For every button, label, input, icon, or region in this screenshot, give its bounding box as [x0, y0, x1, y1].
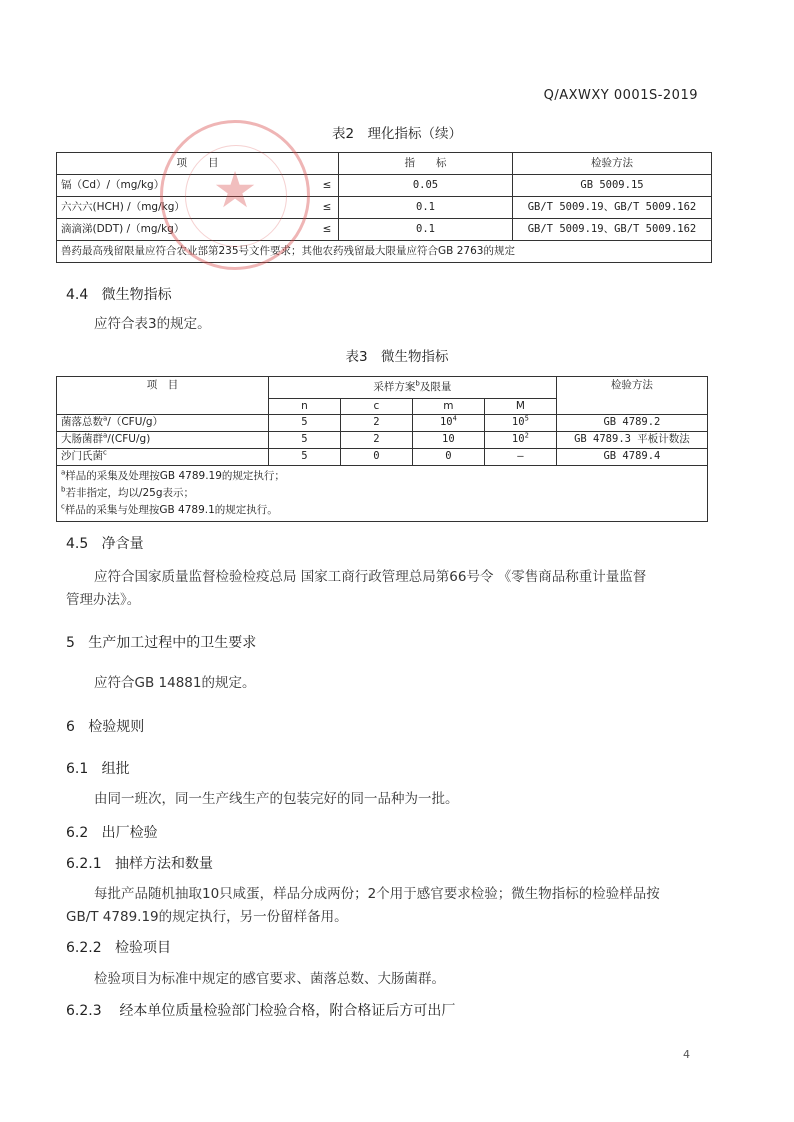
section-title: 生产加工过程中的卫生要求: [88, 635, 257, 651]
table3-m: 10: [412, 432, 484, 449]
table2-method: GB/T 5009.19、GB/T 5009.162: [512, 219, 711, 241]
company-seal: [160, 120, 310, 270]
table3-sub-c: c: [340, 399, 412, 415]
section-6-2-heading: [66, 822, 158, 842]
section-6-2-2-text: 检验项目为标准中规定的感官要求、菌落总数、大肠菌群。: [94, 971, 445, 987]
table2-note: 兽药最高残留限量应符合农业部第235号文件要求；其他农药残留最大限量应符合GB 2763的规定: [57, 241, 712, 263]
table3-header-plan: 采样方案$^b$及限量: [268, 377, 556, 399]
table2-header-limit: 指 标: [338, 153, 512, 175]
table3-n: 5: [268, 432, 340, 449]
table2-value: 0.1: [338, 219, 512, 241]
section-5-text: 应符合GB 14881的规定。: [94, 675, 256, 691]
table3-sub-n: n: [268, 399, 340, 415]
table3-note: $^b$若非指定，均以/25g表示；: [61, 485, 195, 499]
section-number: 5: [66, 635, 75, 651]
table3-header-method: 检验方法: [556, 377, 707, 415]
table3-notes: [57, 466, 708, 522]
table3-header-item: 项 目: [57, 377, 269, 415]
table3-M: —: [484, 449, 556, 466]
section-title: 抽样方法和数量: [114, 856, 213, 872]
table3-m: $10^4$: [412, 415, 484, 432]
table3-c: 2: [340, 432, 412, 449]
section-5-heading: [66, 632, 256, 652]
section-4-4-text: 应符合表3的规定。: [94, 316, 211, 332]
table-row: [57, 197, 712, 219]
table3-item: 沙门氏菌$^c$: [57, 449, 269, 466]
table2-caption: 表2 理化指标（续）: [331, 126, 463, 142]
table3-note: $^a$样品的采集及处理按GB 4789.19的规定执行；: [61, 468, 285, 482]
section-title: 出厂检验: [101, 825, 158, 841]
table-row: [57, 175, 712, 197]
table3-item: 菌落总数$^a$/（CFU/g）: [57, 415, 269, 432]
table2-op: ≤: [316, 175, 339, 197]
table3-c: 2: [340, 415, 412, 432]
section-number: 6.2: [66, 825, 89, 841]
section-4-5-text-line1: 应符合国家质量监督检验检疫总局 国家工商行政管理总局第66号令 《零售商品称重计量监督: [94, 569, 647, 585]
table-row: [57, 432, 708, 449]
table3-n: 5: [268, 449, 340, 466]
section-title: 组批: [101, 761, 130, 777]
section-6-1-text: 由同一班次，同一生产线生产的包装完好的同一品种为一批。: [94, 791, 459, 807]
table3-M: $10^2$: [484, 432, 556, 449]
table2-item: 滴滴涕(DDT) /（mg/kg）: [57, 219, 316, 241]
table2-op: ≤: [316, 219, 339, 241]
section-number: 6.2.2: [66, 940, 102, 956]
section-6-1-heading: [66, 758, 130, 778]
table3-n: 5: [268, 415, 340, 432]
section-number: 4.4: [66, 287, 89, 303]
table3-sub-M: M: [484, 399, 556, 415]
document-code: Q/AXWXY 0001S-2019: [543, 88, 698, 103]
section-title: 检验项目: [114, 940, 171, 956]
section-4-4-heading: [66, 284, 172, 304]
table3-note: $^c$样品的采集与处理按GB 4789.1的规定执行。: [61, 502, 278, 516]
table3-item: 大肠菌群$^a$/(CFU/g): [57, 432, 269, 449]
table-row: [57, 415, 708, 432]
table2-op: ≤: [316, 197, 339, 219]
table2-item: 镉（Cd）/（mg/kg）: [57, 175, 316, 197]
table3-method: GB 4789.3 平板计数法: [556, 432, 707, 449]
table2-header-item: 项 目: [57, 153, 339, 175]
section-6-2-1-heading: [66, 853, 213, 873]
section-number: 6.2.1: [66, 856, 102, 872]
table3-m: 0: [412, 449, 484, 466]
section-6-2-2-heading: [66, 937, 171, 957]
section-6-2-1-text-line2: GB/T 4789.19的规定执行，另一份留样备用。: [66, 909, 348, 925]
section-6-heading: [66, 716, 144, 736]
table-row: [57, 219, 712, 241]
table3-c: 0: [340, 449, 412, 466]
section-number: 6: [66, 719, 75, 735]
table-row: [57, 449, 708, 466]
table2-value: 0.1: [338, 197, 512, 219]
table3-M: $10^5$: [484, 415, 556, 432]
section-number: 4.5: [66, 536, 89, 552]
section-number: 6.2.3: [66, 1003, 102, 1019]
section-4-5-text-line2: 管理办法》。: [66, 592, 141, 608]
table2-value: 0.05: [338, 175, 512, 197]
table3-method: GB 4789.4: [556, 449, 707, 466]
table3-caption: 表3 微生物指标: [345, 349, 449, 365]
section-number: 6.1: [66, 761, 89, 777]
section-6-2-3-line: [66, 1000, 455, 1020]
seal-star-icon: ★: [212, 161, 258, 219]
section-text: 经本单位质量检验部门检验合格，附合格证后方可出厂: [119, 1003, 456, 1019]
table2: [56, 152, 712, 263]
section-title: 微生物指标: [101, 287, 172, 303]
section-title: 检验规则: [88, 719, 145, 735]
page-number: 4: [683, 1048, 690, 1061]
section-4-5-heading: [66, 533, 144, 553]
table2-method: GB/T 5009.19、GB/T 5009.162: [512, 197, 711, 219]
table2-header-method: 检验方法: [512, 153, 711, 175]
table2-item: 六六六(HCH) /（mg/kg）: [57, 197, 316, 219]
section-title: 净含量: [101, 536, 144, 552]
table3: [56, 376, 708, 522]
table3-method: GB 4789.2: [556, 415, 707, 432]
table3-sub-m: m: [412, 399, 484, 415]
table2-method: GB 5009.15: [512, 175, 711, 197]
section-6-2-1-text-line1: 每批产品随机抽取10只咸蛋，样品分成两份；2个用于感官要求检验；微生物指标的检验样品按: [94, 886, 660, 902]
